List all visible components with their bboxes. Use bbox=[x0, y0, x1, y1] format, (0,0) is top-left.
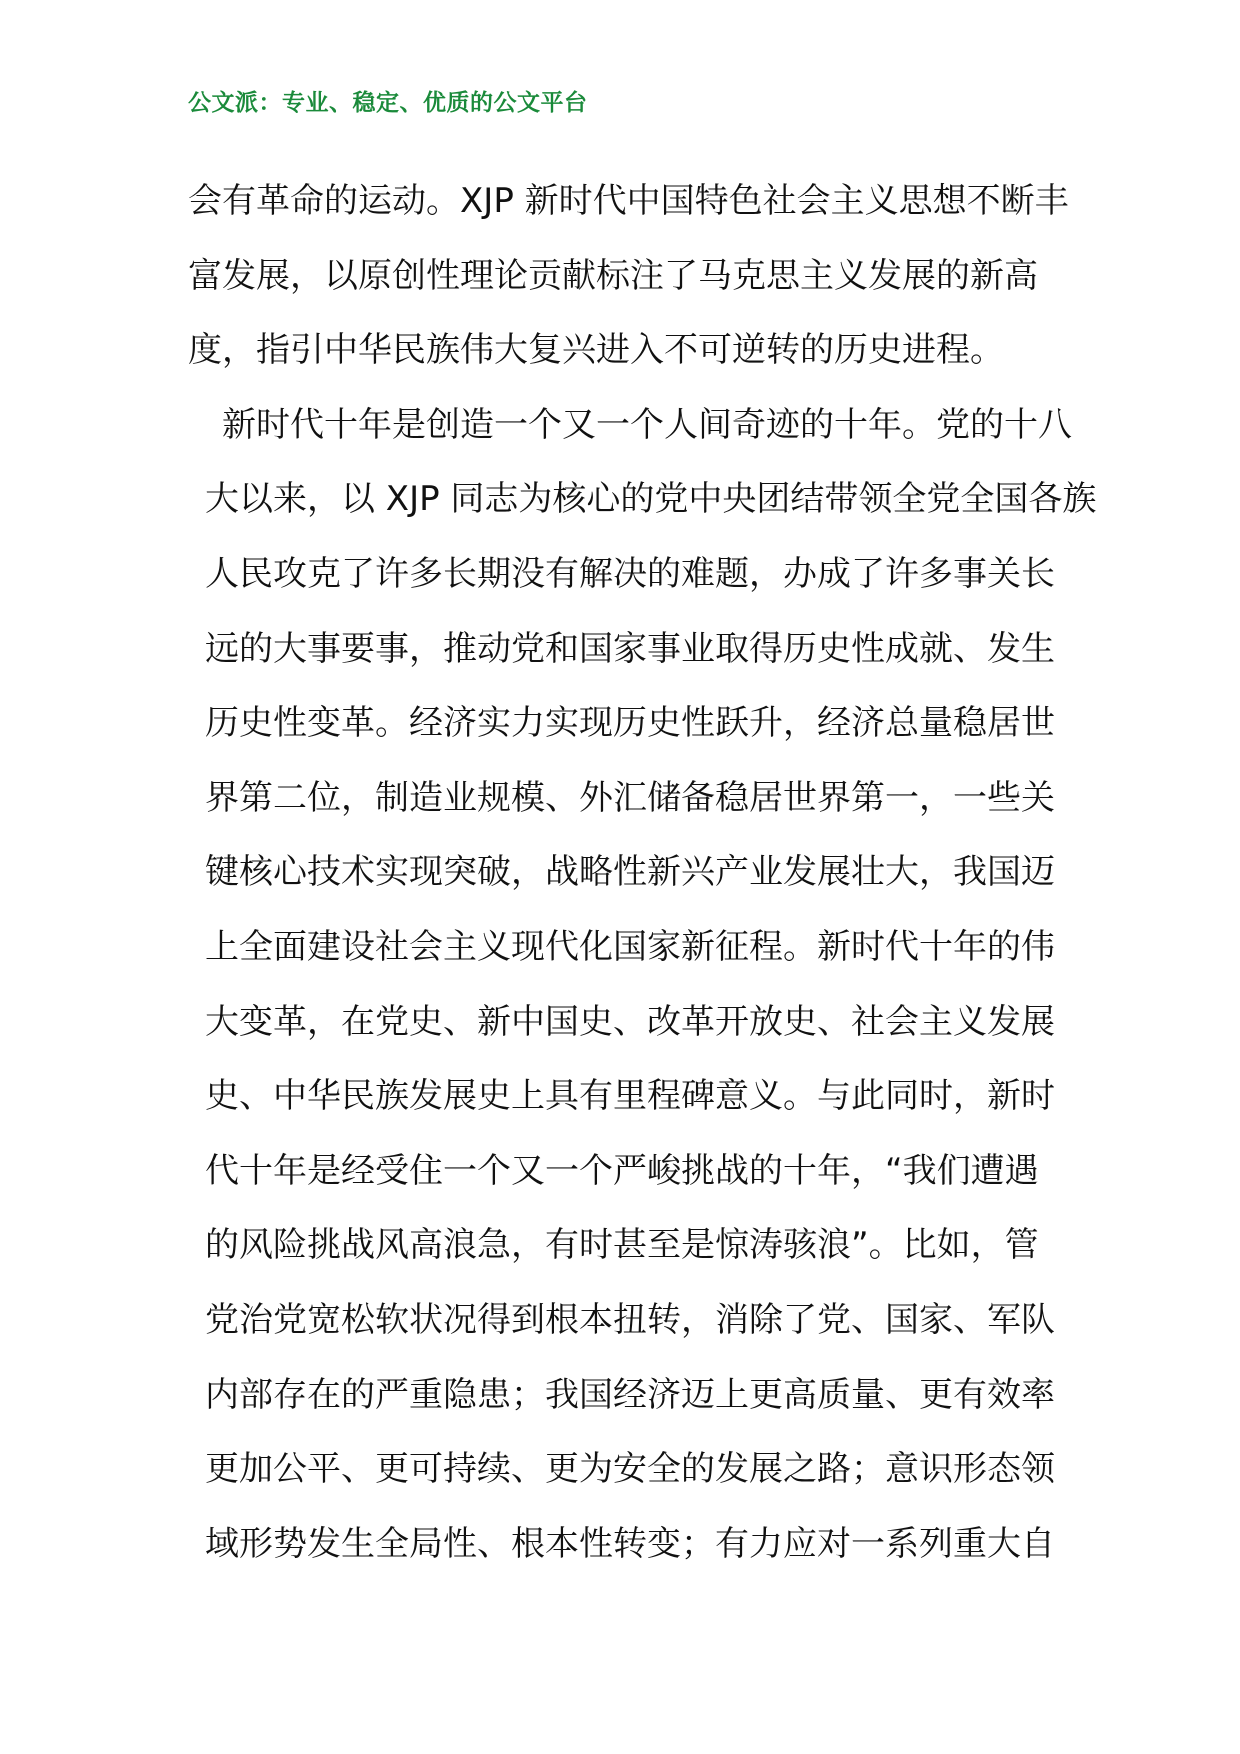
text-line: 大以来，以 XJP 同志为核心的党中央团结带领全党全国各族 bbox=[205, 479, 1097, 520]
text-line: 新时代十年是创造一个又一个人间奇迹的十年。党的十八 bbox=[222, 404, 1072, 445]
text-line: 更加公平、更可持续、更为安全的发展之路；意识形态领 bbox=[205, 1449, 1055, 1490]
document-body bbox=[188, 164, 1097, 1581]
page-header: 公文派：专业、稳定、优质的公文平台 bbox=[188, 90, 588, 116]
text-line: 度，指引中华民族伟大复兴进入不可逆转的历史进程。 bbox=[188, 330, 1004, 371]
text-line: 人民攻克了许多长期没有解决的难题，办成了许多事关长 bbox=[205, 553, 1055, 594]
text-line: 史、中华民族发展史上具有里程碑意义。与此同时，新时 bbox=[205, 1076, 1055, 1117]
text-line: 内部存在的严重隐患；我国经济迈上更高质量、更有效率 bbox=[205, 1374, 1055, 1415]
text-line: 键核心技术实现突破，战略性新兴产业发展壮大，我国迈 bbox=[205, 852, 1055, 893]
text-line: 大变革，在党史、新中国史、改革开放史、社会主义发展 bbox=[205, 1001, 1055, 1042]
text-line: 党治党宽松软状况得到根本扭转，消除了党、国家、军队 bbox=[205, 1299, 1055, 1340]
text-line: 远的大事要事，推动党和国家事业取得历史性成就、发生 bbox=[205, 628, 1055, 669]
text-line: 代十年是经受住一个又一个严峻挑战的十年，“我们遭遇 bbox=[205, 1150, 1039, 1191]
text-line: 历史性变革。经济实力实现历史性跃升，经济总量稳居世 bbox=[205, 703, 1055, 744]
text-line: 会有革命的运动。XJP 新时代中国特色社会主义思想不断丰 bbox=[188, 181, 1069, 221]
text-line: 的风险挑战风高浪急，有时甚至是惊涛骇浪”。比如，管 bbox=[205, 1225, 1039, 1266]
text-line: 界第二位，制造业规模、外汇储备稳居世界第一，一些关 bbox=[205, 777, 1055, 818]
text-line: 富发展，以原创性理论贡献标注了马克思主义发展的新高 bbox=[188, 255, 1038, 296]
paragraph bbox=[188, 164, 1069, 388]
paragraph bbox=[188, 388, 1097, 1582]
text-line: 上全面建设社会主义现代化国家新征程。新时代十年的伟 bbox=[205, 926, 1055, 967]
text-line: 域形势发生全局性、根本性转变；有力应对一系列重大自 bbox=[205, 1523, 1055, 1564]
